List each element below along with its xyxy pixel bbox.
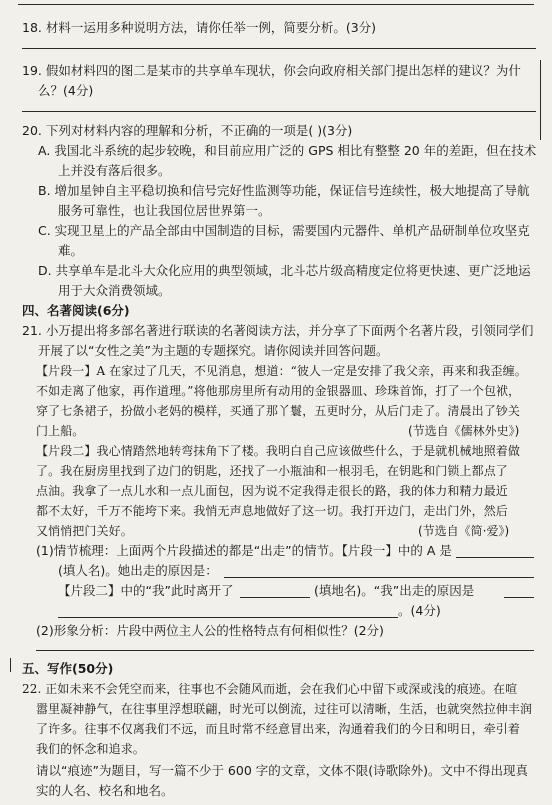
question-21-line2: 开展了以“女性之美”为主题的专题探究。请你阅读并回答问题。 (38, 343, 389, 358)
question-21-line1: 21. 小万提出将多部名著进行联读的名著阅读方法，并分享了下面两个名著片段，引领同学们 (22, 323, 534, 338)
question-22-line1: 22. 正如未来不会凭空而来，往事也不会随风而逝，会在我们心中留下或深或浅的痕迹。在喧 (22, 682, 518, 696)
question-20: 20. 下列对材料内容的理解和分析，不正确的一项是( )(3分) (22, 123, 353, 138)
passage-2-line5: 又悄悄把门关好。 (36, 524, 133, 538)
passage-1-line4: 门上船。 (36, 424, 85, 438)
option-a-line2: 上并没有落后很多。 (58, 163, 171, 178)
top-rule (18, 4, 534, 5)
question-22-line4: 我们的怀念和追求。 (36, 742, 145, 756)
answer-blank-name[interactable] (456, 557, 534, 558)
section-5-heading: 五、写作(50分) (22, 661, 114, 676)
option-b-line1: B. 增加星钟自主平稳切换和信号完好性监测等功能，保证信号连续性，极大地提高了导航 (38, 183, 530, 198)
option-c-line2: 难。 (58, 243, 84, 258)
passage-1-source: (节选自《儒林外史》) (408, 424, 520, 438)
section-4-heading: 四、名著阅读(6分) (22, 303, 130, 318)
passage-1-line3: 穿了七条裙子，扮做小老妈的模样，买通了那丫鬟，五更时分，从后门走了。清晨出了钞关 (36, 404, 521, 418)
question-21-1-line3b: (填地名)。“我”出走的原因是 (314, 583, 475, 598)
margin-line (540, 60, 541, 140)
option-c-line1: C. 实现卫星上的产品全部由中国制造的目标，需要国内元器件、单机产品研制单位攻坚克 (38, 223, 530, 238)
question-21-1-line3a: 【片段二】中的“我”此时离开了 (58, 583, 234, 598)
answer-line-21-2[interactable] (36, 650, 534, 651)
option-d-line2: 用于大众消费领域。 (58, 283, 171, 298)
answer-line-18[interactable] (22, 48, 536, 49)
question-21-1-score: 。(4分) (398, 603, 441, 618)
answer-line-19[interactable] (22, 111, 536, 112)
answer-blank-reason-1[interactable] (224, 577, 534, 578)
question-22-line5: 请以“痕迹”为题目，写一篇不少于 600 字的文章，文体不限(诗歌除外)。文中不得出现真 (36, 763, 529, 778)
question-21-1-line2: (填人名)。她出走的原因是： (58, 563, 218, 578)
answer-blank-place[interactable] (240, 597, 310, 598)
option-a-line1: A. 我国北斗系统的起步较晚，和目前应用广泛的 GPS 相比有整整 20 年的差距，但在技术 (38, 143, 537, 158)
question-22-line6: 实的人名、校名和地名。 (36, 783, 174, 798)
option-b-line2: 服务可靠性，也让我国位居世界第一。 (58, 203, 271, 218)
question-22-line3: 了许多。往事不仅离我们不远，而且时常不经意冒出来，沟通着我们的今日和明日，牵引着 (36, 722, 521, 736)
question-21-1-line1: (1)情节梳理：上面两个片段描述的都是“出走”的情节。【片段一】中的 A 是 (36, 543, 452, 558)
passage-2-line2: 了。我在厨房里找到了边门的钥匙，还找了一小瓶油和一根羽毛，在钥匙和门锁上都点了 (36, 464, 508, 478)
passage-2-line4: 都不太好，千万不能垮下来。我悄无声息地做好了这一切。我打开边门，走出门外，然后 (36, 504, 508, 518)
passage-2-line1: 【片段二】我心情踏然地转弯抹角下了楼。我明白自己应该做些什么，于是就机械地照着做 (36, 444, 521, 458)
passage-1-line1: 【片段一】A 在家过了几天，不见消息，想道：“彼人一定是安排了我父亲，再来和我歪缠。 (36, 364, 527, 378)
question-22-line2: 嚣里凝神静气，在往事里浮想联翩，时光可以倒流，过往可以清晰，生活，也就突然拉伸丰润 (36, 702, 533, 716)
option-d-line1: D. 共享单车是北斗大众化应用的典型领域，北斗芯片级高精度定位将更快速、更广泛地运 (38, 263, 531, 278)
question-19-line2: 么？(4分) (38, 83, 94, 98)
answer-blank-reason-2-cont[interactable] (58, 617, 398, 618)
passage-2-line3: 点油。我拿了一点儿水和一点儿面包，因为说不定我得走很长的路，我的体力和精力最近 (36, 484, 508, 498)
passage-1-line2: 不如走离了他家，再作道理。”将他那房里所有动用的金银器皿、珍珠首饰，打了一个包袱， (36, 384, 521, 398)
passage-2-source: (节选自《简·爱》) (418, 524, 510, 538)
margin-tick (10, 658, 11, 672)
answer-blank-reason-2[interactable] (504, 597, 534, 598)
question-18: 18. 材料一运用多种说明方法，请你任举一例，简要分析。(3分) (22, 20, 377, 35)
question-19-line1: 19. 假如材料四的图二是某市的共享单车现状，你会向政府相关部门提出怎样的建议？为什 (22, 63, 521, 78)
question-21-2: (2)形象分析：片段中两位主人公的性格特点有何相似性？(2分) (36, 623, 384, 638)
